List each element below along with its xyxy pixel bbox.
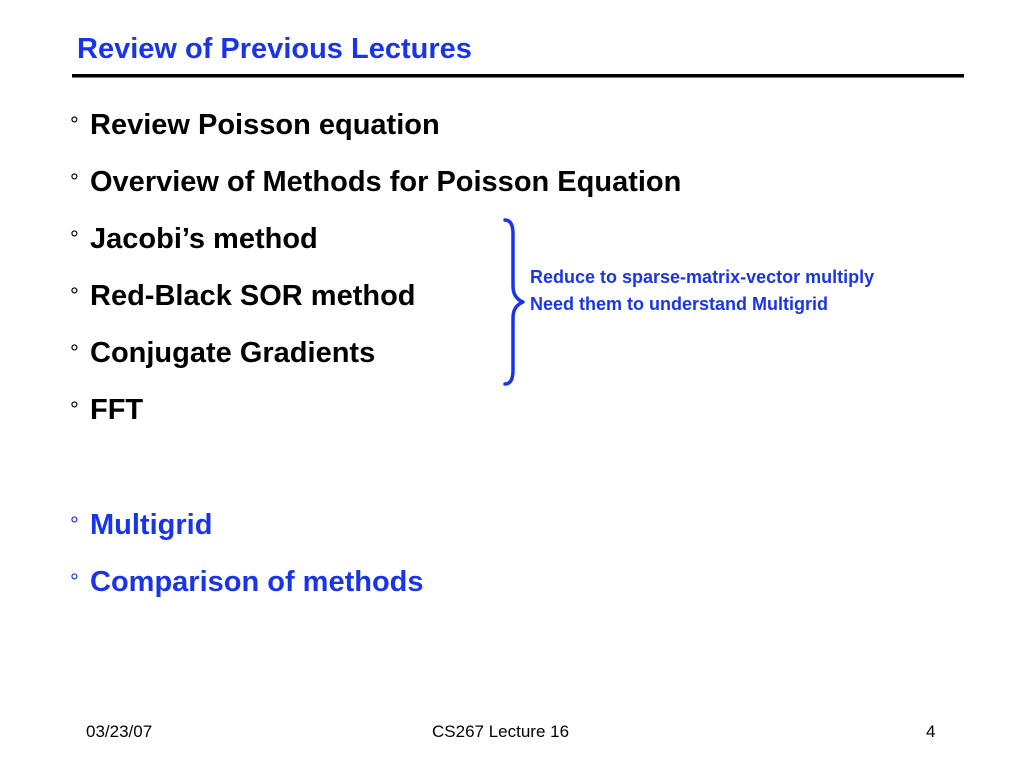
title-divider xyxy=(72,74,964,78)
brace-note-line: Reduce to sparse-matrix-vector multiply xyxy=(530,267,875,287)
bullet-marker: ° xyxy=(70,283,79,308)
right-curly-brace-icon xyxy=(499,216,527,388)
bullet-item xyxy=(70,508,212,543)
bullet-item xyxy=(70,165,681,200)
bullet-item xyxy=(70,279,416,314)
bullet-text: Multigrid xyxy=(90,509,213,541)
bullet-marker: ° xyxy=(70,397,79,422)
bullet-marker: ° xyxy=(70,340,79,365)
brace-note-line: Need them to understand Multigrid xyxy=(530,294,829,314)
bullet-marker: ° xyxy=(70,226,79,251)
slide-title: Review of Previous Lectures xyxy=(77,33,472,65)
bullet-item xyxy=(70,222,318,257)
bullet-text: Comparison of methods xyxy=(90,566,424,598)
bullet-text: Review Poisson equation xyxy=(90,109,440,141)
footer-date: 03/23/07 xyxy=(86,722,153,741)
page-number: 4 xyxy=(926,722,936,741)
bullet-marker: ° xyxy=(70,169,79,194)
bullet-text: FFT xyxy=(90,394,144,426)
bullet-text: Overview of Methods for Poisson Equation xyxy=(90,166,682,198)
bullet-item xyxy=(70,393,143,428)
bullet-marker: ° xyxy=(70,569,79,594)
bullet-text: Red-Black SOR method xyxy=(90,280,416,312)
bullet-text: Conjugate Gradients xyxy=(90,337,376,369)
bullet-item xyxy=(70,336,375,371)
bullet-marker: ° xyxy=(70,512,79,537)
bullet-marker: ° xyxy=(70,112,79,137)
bullet-item xyxy=(70,108,440,143)
footer-course: CS267 Lecture 16 xyxy=(432,722,570,741)
bullet-text: Jacobi’s method xyxy=(90,223,318,255)
bullet-item xyxy=(70,565,424,600)
